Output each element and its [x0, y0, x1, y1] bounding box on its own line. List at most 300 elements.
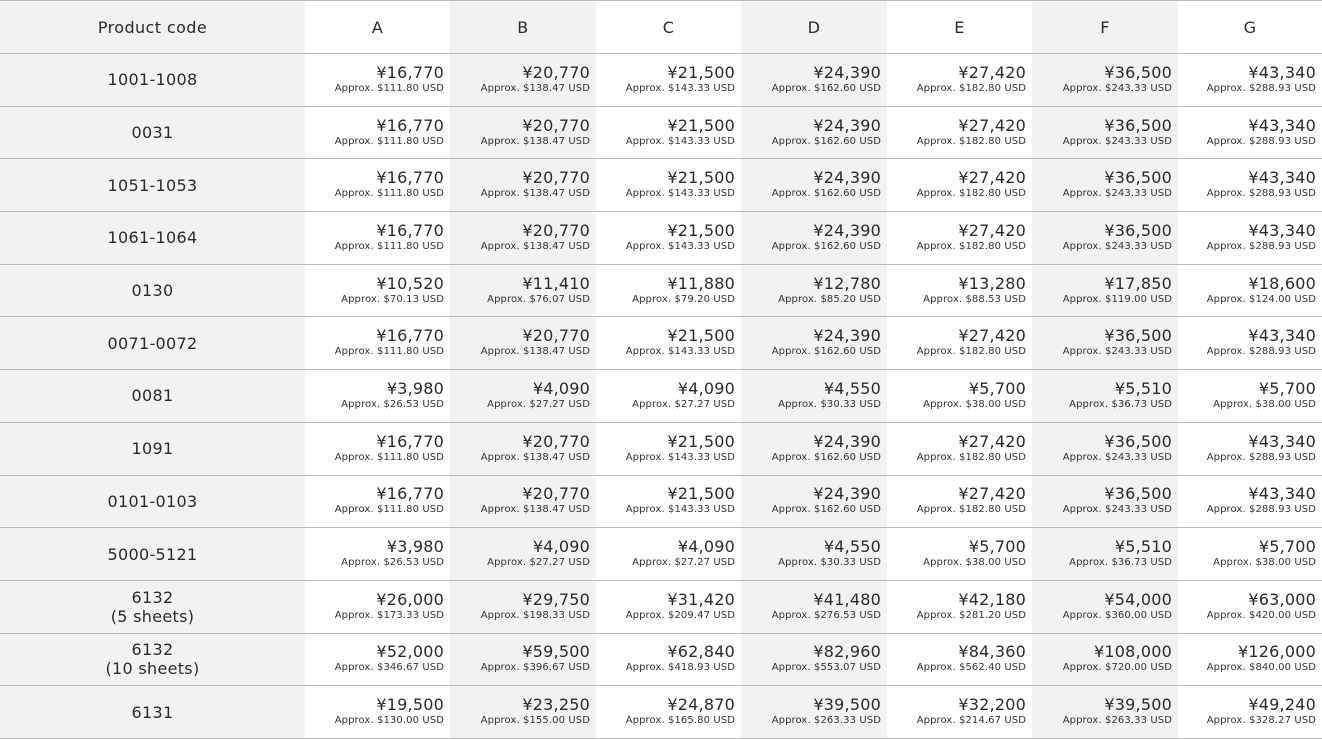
- price-usd-approx: Approx. $288.93 USD: [1206, 82, 1316, 94]
- price-usd-approx: Approx. $288.93 USD: [1206, 346, 1316, 358]
- table-row: [0, 422, 1322, 475]
- price-jpy: ¥24,390: [813, 220, 881, 240]
- product-code-cell: [0, 633, 305, 686]
- price-cell-d: [741, 686, 887, 739]
- price-usd-approx: Approx. $111.80 USD: [334, 451, 444, 463]
- price-jpy: ¥21,500: [667, 326, 735, 346]
- table-row: [0, 264, 1322, 317]
- price-usd-approx: Approx. $119.00 USD: [1062, 293, 1172, 305]
- price-cell-b: [450, 159, 596, 212]
- price-jpy: ¥19,500: [376, 695, 444, 715]
- price-usd-approx: Approx. $162.60 USD: [771, 135, 881, 147]
- price-jpy: ¥5,700: [968, 537, 1026, 557]
- price-jpy: ¥16,770: [376, 115, 444, 135]
- price-cell-g: [1178, 580, 1322, 633]
- price-cell-a: [305, 106, 450, 159]
- product-code: 0081: [131, 386, 174, 406]
- price-jpy: ¥11,410: [522, 273, 590, 293]
- price-jpy: ¥29,750: [522, 589, 590, 609]
- price-jpy: ¥5,700: [1258, 378, 1316, 398]
- price-jpy: ¥21,500: [667, 168, 735, 188]
- price-cell-c: [596, 633, 741, 686]
- price-cell-e: [887, 633, 1032, 686]
- price-cell-a: [305, 580, 450, 633]
- price-jpy: ¥27,420: [958, 484, 1026, 504]
- price-jpy: ¥39,500: [813, 695, 881, 715]
- price-usd-approx: Approx. $420.00 USD: [1206, 609, 1316, 621]
- price-cell-d: [741, 264, 887, 317]
- price-jpy: ¥26,000: [376, 589, 444, 609]
- price-usd-approx: Approx. $143.33 USD: [625, 240, 735, 252]
- product-code-note: (10 sheets): [105, 659, 200, 679]
- price-jpy: ¥49,240: [1248, 695, 1316, 715]
- header-column-c: C: [596, 1, 741, 54]
- price-usd-approx: Approx. $27.27 USD: [632, 557, 735, 569]
- price-cell-g: [1178, 370, 1322, 423]
- price-cell-f: [1032, 54, 1178, 107]
- product-code-cell: [0, 370, 305, 423]
- table-row: [0, 212, 1322, 265]
- price-jpy: ¥42,180: [958, 589, 1026, 609]
- price-usd-approx: Approx. $263.33 USD: [1062, 715, 1172, 727]
- price-jpy: ¥27,420: [958, 115, 1026, 135]
- price-jpy: ¥20,770: [522, 431, 590, 451]
- price-jpy: ¥5,700: [1258, 537, 1316, 557]
- price-usd-approx: Approx. $138.47 USD: [480, 504, 590, 516]
- price-cell-c: [596, 317, 741, 370]
- price-usd-approx: Approx. $243.33 USD: [1062, 240, 1172, 252]
- price-jpy: ¥4,090: [532, 378, 590, 398]
- price-usd-approx: Approx. $88.53 USD: [923, 293, 1026, 305]
- price-cell-a: [305, 370, 450, 423]
- price-cell-g: [1178, 475, 1322, 528]
- price-usd-approx: Approx. $243.33 USD: [1062, 135, 1172, 147]
- price-cell-b: [450, 633, 596, 686]
- price-usd-approx: Approx. $243.33 USD: [1062, 82, 1172, 94]
- price-usd-approx: Approx. $288.93 USD: [1206, 135, 1316, 147]
- price-jpy: ¥43,340: [1248, 168, 1316, 188]
- price-usd-approx: Approx. $360.00 USD: [1062, 609, 1172, 621]
- price-usd-approx: Approx. $38.00 USD: [923, 557, 1026, 569]
- price-cell-g: [1178, 264, 1322, 317]
- price-usd-approx: Approx. $209.47 USD: [625, 609, 735, 621]
- price-jpy: ¥10,520: [376, 273, 444, 293]
- price-jpy: ¥31,420: [667, 589, 735, 609]
- table-row: [0, 475, 1322, 528]
- price-usd-approx: Approx. $162.60 USD: [771, 82, 881, 94]
- price-usd-approx: Approx. $840.00 USD: [1206, 662, 1316, 674]
- table-row: [0, 580, 1322, 633]
- product-code-cell: [0, 159, 305, 212]
- price-cell-a: [305, 159, 450, 212]
- price-usd-approx: Approx. $38.00 USD: [1213, 398, 1316, 410]
- price-jpy: ¥36,500: [1104, 431, 1172, 451]
- price-usd-approx: Approx. $26.53 USD: [341, 398, 444, 410]
- price-cell-d: [741, 475, 887, 528]
- price-cell-c: [596, 528, 741, 581]
- price-jpy: ¥5,510: [1114, 537, 1172, 557]
- price-cell-b: [450, 422, 596, 475]
- price-jpy: ¥54,000: [1104, 589, 1172, 609]
- price-usd-approx: Approx. $243.33 USD: [1062, 188, 1172, 200]
- product-code: 6132: [131, 640, 174, 660]
- price-usd-approx: Approx. $143.33 USD: [625, 188, 735, 200]
- product-code-cell: [0, 264, 305, 317]
- price-cell-f: [1032, 633, 1178, 686]
- price-jpy: ¥24,390: [813, 431, 881, 451]
- price-usd-approx: Approx. $143.33 USD: [625, 451, 735, 463]
- table-row: [0, 686, 1322, 739]
- price-jpy: ¥36,500: [1104, 168, 1172, 188]
- table-row: [0, 159, 1322, 212]
- price-usd-approx: Approx. $276.53 USD: [771, 609, 881, 621]
- price-usd-approx: Approx. $36.73 USD: [1069, 557, 1172, 569]
- price-jpy: ¥21,500: [667, 431, 735, 451]
- price-jpy: ¥21,500: [667, 484, 735, 504]
- price-jpy: ¥41,480: [813, 589, 881, 609]
- price-usd-approx: Approx. $553.07 USD: [771, 662, 881, 674]
- price-jpy: ¥27,420: [958, 326, 1026, 346]
- price-cell-c: [596, 475, 741, 528]
- price-jpy: ¥4,090: [677, 378, 735, 398]
- price-cell-d: [741, 580, 887, 633]
- product-code: 1091: [131, 439, 174, 459]
- price-usd-approx: Approx. $182.80 USD: [916, 346, 1026, 358]
- price-cell-b: [450, 686, 596, 739]
- product-code: 0130: [131, 281, 174, 301]
- price-cell-e: [887, 106, 1032, 159]
- price-jpy: ¥24,390: [813, 484, 881, 504]
- price-cell-d: [741, 370, 887, 423]
- price-usd-approx: Approx. $36.73 USD: [1069, 398, 1172, 410]
- price-usd-approx: Approx. $138.47 USD: [480, 346, 590, 358]
- price-jpy: ¥39,500: [1104, 695, 1172, 715]
- price-jpy: ¥4,090: [677, 537, 735, 557]
- price-usd-approx: Approx. $720.00 USD: [1062, 662, 1172, 674]
- price-cell-g: [1178, 106, 1322, 159]
- price-jpy: ¥16,770: [376, 431, 444, 451]
- price-cell-b: [450, 317, 596, 370]
- price-usd-approx: Approx. $138.47 USD: [480, 240, 590, 252]
- price-usd-approx: Approx. $243.33 USD: [1062, 504, 1172, 516]
- price-cell-c: [596, 54, 741, 107]
- price-jpy: ¥4,550: [823, 537, 881, 557]
- product-code-note: (5 sheets): [110, 606, 195, 626]
- price-cell-c: [596, 580, 741, 633]
- price-usd-approx: Approx. $111.80 USD: [334, 135, 444, 147]
- price-cell-g: [1178, 317, 1322, 370]
- table-row: [0, 370, 1322, 423]
- price-cell-e: [887, 370, 1032, 423]
- price-jpy: ¥82,960: [813, 642, 881, 662]
- header-row: [0, 1, 1322, 54]
- product-code: 1051-1053: [107, 175, 198, 195]
- price-jpy: ¥24,870: [667, 695, 735, 715]
- price-usd-approx: Approx. $182.80 USD: [916, 82, 1026, 94]
- price-jpy: ¥18,600: [1248, 273, 1316, 293]
- price-usd-approx: Approx. $162.60 USD: [771, 451, 881, 463]
- price-cell-a: [305, 528, 450, 581]
- price-usd-approx: Approx. $288.93 USD: [1206, 240, 1316, 252]
- price-usd-approx: Approx. $182.80 USD: [916, 451, 1026, 463]
- price-usd-approx: Approx. $155.00 USD: [480, 715, 590, 727]
- price-usd-approx: Approx. $165.80 USD: [625, 715, 735, 727]
- price-usd-approx: Approx. $182.80 USD: [916, 135, 1026, 147]
- price-usd-approx: Approx. $263.33 USD: [771, 715, 881, 727]
- price-usd-approx: Approx. $111.80 USD: [334, 188, 444, 200]
- price-cell-f: [1032, 317, 1178, 370]
- price-usd-approx: Approx. $38.00 USD: [1213, 557, 1316, 569]
- header-column-g: G: [1178, 1, 1322, 54]
- price-usd-approx: Approx. $26.53 USD: [341, 557, 444, 569]
- price-cell-b: [450, 370, 596, 423]
- price-cell-g: [1178, 528, 1322, 581]
- price-jpy: ¥43,340: [1248, 326, 1316, 346]
- price-cell-a: [305, 317, 450, 370]
- price-jpy: ¥32,200: [958, 695, 1026, 715]
- price-usd-approx: Approx. $162.60 USD: [771, 188, 881, 200]
- price-cell-a: [305, 212, 450, 265]
- price-usd-approx: Approx. $111.80 USD: [334, 346, 444, 358]
- price-usd-approx: Approx. $130.00 USD: [334, 715, 444, 727]
- header-product-code: Product code: [0, 1, 305, 54]
- price-usd-approx: Approx. $138.47 USD: [480, 188, 590, 200]
- price-usd-approx: Approx. $85.20 USD: [778, 293, 881, 305]
- price-jpy: ¥36,500: [1104, 220, 1172, 240]
- price-jpy: ¥59,500: [522, 642, 590, 662]
- price-usd-approx: Approx. $243.33 USD: [1062, 451, 1172, 463]
- table-row: [0, 106, 1322, 159]
- price-cell-e: [887, 686, 1032, 739]
- price-jpy: ¥17,850: [1104, 273, 1172, 293]
- price-cell-d: [741, 528, 887, 581]
- product-code-cell: [0, 686, 305, 739]
- price-jpy: ¥4,550: [823, 378, 881, 398]
- price-usd-approx: Approx. $70.13 USD: [341, 293, 444, 305]
- price-jpy: ¥11,880: [667, 273, 735, 293]
- product-code: 0101-0103: [107, 491, 198, 511]
- price-jpy: ¥27,420: [958, 220, 1026, 240]
- price-jpy: ¥16,770: [376, 220, 444, 240]
- price-jpy: ¥23,250: [522, 695, 590, 715]
- table-body: [0, 54, 1322, 739]
- price-cell-b: [450, 580, 596, 633]
- price-cell-f: [1032, 528, 1178, 581]
- product-code-cell: [0, 212, 305, 265]
- price-cell-d: [741, 422, 887, 475]
- price-cell-c: [596, 106, 741, 159]
- price-jpy: ¥36,500: [1104, 62, 1172, 82]
- price-jpy: ¥21,500: [667, 115, 735, 135]
- price-usd-approx: Approx. $214.67 USD: [916, 715, 1026, 727]
- price-cell-b: [450, 264, 596, 317]
- price-jpy: ¥63,000: [1248, 589, 1316, 609]
- price-cell-e: [887, 317, 1032, 370]
- product-code-cell: [0, 422, 305, 475]
- product-code-cell: [0, 580, 305, 633]
- price-usd-approx: Approx. $27.27 USD: [487, 398, 590, 410]
- price-jpy: ¥5,510: [1114, 378, 1172, 398]
- price-cell-f: [1032, 212, 1178, 265]
- price-jpy: ¥126,000: [1238, 642, 1316, 662]
- price-usd-approx: Approx. $111.80 USD: [334, 504, 444, 516]
- price-cell-d: [741, 212, 887, 265]
- price-usd-approx: Approx. $27.27 USD: [487, 557, 590, 569]
- price-cell-f: [1032, 686, 1178, 739]
- price-jpy: ¥21,500: [667, 220, 735, 240]
- price-jpy: ¥84,360: [958, 642, 1026, 662]
- price-usd-approx: Approx. $143.33 USD: [625, 346, 735, 358]
- price-usd-approx: Approx. $182.80 USD: [916, 240, 1026, 252]
- price-cell-e: [887, 212, 1032, 265]
- price-cell-g: [1178, 686, 1322, 739]
- price-cell-c: [596, 159, 741, 212]
- price-usd-approx: Approx. $111.80 USD: [334, 240, 444, 252]
- price-usd-approx: Approx. $76.07 USD: [487, 293, 590, 305]
- product-code-cell: [0, 317, 305, 370]
- header-column-e: E: [887, 1, 1032, 54]
- price-jpy: ¥43,340: [1248, 484, 1316, 504]
- table-row: [0, 54, 1322, 107]
- price-jpy: ¥20,770: [522, 326, 590, 346]
- product-code: 0071-0072: [107, 333, 198, 353]
- price-cell-c: [596, 422, 741, 475]
- product-code: 1061-1064: [107, 228, 198, 248]
- price-cell-c: [596, 686, 741, 739]
- price-usd-approx: Approx. $79.20 USD: [632, 293, 735, 305]
- price-usd-approx: Approx. $346.67 USD: [334, 662, 444, 674]
- price-jpy: ¥27,420: [958, 431, 1026, 451]
- price-jpy: ¥43,340: [1248, 115, 1316, 135]
- price-jpy: ¥27,420: [958, 168, 1026, 188]
- price-usd-approx: Approx. $111.80 USD: [334, 82, 444, 94]
- price-usd-approx: Approx. $182.80 USD: [916, 504, 1026, 516]
- price-jpy: ¥20,770: [522, 62, 590, 82]
- price-usd-approx: Approx. $288.93 USD: [1206, 451, 1316, 463]
- price-cell-g: [1178, 633, 1322, 686]
- price-jpy: ¥3,980: [386, 537, 444, 557]
- price-cell-e: [887, 264, 1032, 317]
- price-usd-approx: Approx. $138.47 USD: [480, 135, 590, 147]
- price-cell-a: [305, 633, 450, 686]
- price-cell-b: [450, 475, 596, 528]
- price-jpy: ¥20,770: [522, 115, 590, 135]
- price-jpy: ¥20,770: [522, 484, 590, 504]
- price-cell-e: [887, 580, 1032, 633]
- header-column-d: D: [741, 1, 887, 54]
- price-usd-approx: Approx. $138.47 USD: [480, 82, 590, 94]
- table-row: [0, 528, 1322, 581]
- price-cell-c: [596, 370, 741, 423]
- price-jpy: ¥43,340: [1248, 431, 1316, 451]
- price-usd-approx: Approx. $30.33 USD: [778, 398, 881, 410]
- price-cell-f: [1032, 370, 1178, 423]
- price-jpy: ¥16,770: [376, 62, 444, 82]
- product-code-cell: [0, 475, 305, 528]
- price-jpy: ¥24,390: [813, 168, 881, 188]
- price-cell-d: [741, 159, 887, 212]
- price-jpy: ¥43,340: [1248, 220, 1316, 240]
- product-code: 6132: [131, 587, 174, 607]
- price-jpy: ¥62,840: [667, 642, 735, 662]
- price-cell-g: [1178, 212, 1322, 265]
- price-jpy: ¥108,000: [1094, 642, 1172, 662]
- price-jpy: ¥16,770: [376, 326, 444, 346]
- price-cell-b: [450, 54, 596, 107]
- price-cell-e: [887, 54, 1032, 107]
- price-jpy: ¥13,280: [958, 273, 1026, 293]
- price-usd-approx: Approx. $38.00 USD: [923, 398, 1026, 410]
- price-usd-approx: Approx. $30.33 USD: [778, 557, 881, 569]
- price-usd-approx: Approx. $562.40 USD: [916, 662, 1026, 674]
- price-jpy: ¥24,390: [813, 115, 881, 135]
- price-cell-f: [1032, 106, 1178, 159]
- product-code: 6131: [131, 702, 174, 722]
- price-jpy: ¥3,980: [386, 378, 444, 398]
- product-code-cell: [0, 528, 305, 581]
- price-usd-approx: Approx. $418.93 USD: [625, 662, 735, 674]
- price-cell-c: [596, 264, 741, 317]
- price-cell-e: [887, 475, 1032, 528]
- price-cell-d: [741, 106, 887, 159]
- product-code: 5000-5121: [107, 544, 198, 564]
- price-usd-approx: Approx. $162.60 USD: [771, 240, 881, 252]
- price-jpy: ¥27,420: [958, 62, 1026, 82]
- price-cell-f: [1032, 264, 1178, 317]
- product-code: 1001-1008: [107, 70, 198, 90]
- price-cell-g: [1178, 422, 1322, 475]
- price-jpy: ¥36,500: [1104, 484, 1172, 504]
- price-usd-approx: Approx. $162.60 USD: [771, 346, 881, 358]
- price-usd-approx: Approx. $124.00 USD: [1206, 293, 1316, 305]
- table-row: [0, 633, 1322, 686]
- price-cell-f: [1032, 475, 1178, 528]
- price-cell-f: [1032, 580, 1178, 633]
- price-jpy: ¥20,770: [522, 168, 590, 188]
- price-cell-d: [741, 317, 887, 370]
- price-usd-approx: Approx. $288.93 USD: [1206, 188, 1316, 200]
- price-cell-b: [450, 528, 596, 581]
- header-column-f: F: [1032, 1, 1178, 54]
- price-jpy: ¥36,500: [1104, 115, 1172, 135]
- price-jpy: ¥24,390: [813, 62, 881, 82]
- price-usd-approx: Approx. $281.20 USD: [916, 609, 1026, 621]
- price-usd-approx: Approx. $143.33 USD: [625, 504, 735, 516]
- price-usd-approx: Approx. $198.33 USD: [480, 609, 590, 621]
- price-jpy: ¥12,780: [813, 273, 881, 293]
- price-jpy: ¥4,090: [532, 537, 590, 557]
- price-cell-d: [741, 54, 887, 107]
- product-code-cell: [0, 54, 305, 107]
- price-cell-a: [305, 54, 450, 107]
- price-cell-f: [1032, 422, 1178, 475]
- price-jpy: ¥5,700: [968, 378, 1026, 398]
- price-usd-approx: Approx. $243.33 USD: [1062, 346, 1172, 358]
- price-jpy: ¥20,770: [522, 220, 590, 240]
- price-usd-approx: Approx. $182.80 USD: [916, 188, 1026, 200]
- price-cell-e: [887, 422, 1032, 475]
- header-column-a: A: [305, 1, 450, 54]
- price-cell-e: [887, 159, 1032, 212]
- price-cell-a: [305, 422, 450, 475]
- price-usd-approx: Approx. $328.27 USD: [1206, 715, 1316, 727]
- price-cell-a: [305, 475, 450, 528]
- price-usd-approx: Approx. $288.93 USD: [1206, 504, 1316, 516]
- price-cell-g: [1178, 159, 1322, 212]
- price-usd-approx: Approx. $138.47 USD: [480, 451, 590, 463]
- price-jpy: ¥36,500: [1104, 326, 1172, 346]
- price-jpy: ¥16,770: [376, 484, 444, 504]
